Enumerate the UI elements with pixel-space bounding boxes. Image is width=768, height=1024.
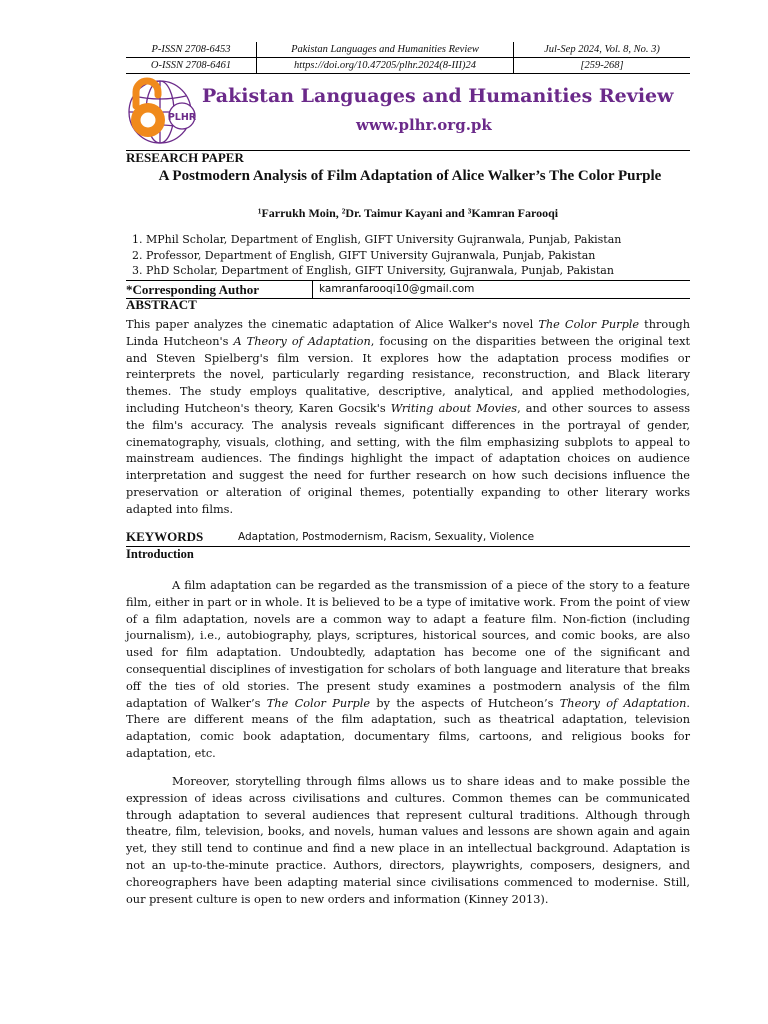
journal-header-table <box>126 42 690 73</box>
article-type: RESEARCH PAPER <box>126 150 244 165</box>
italic-title-run: The Color Purple <box>538 318 640 331</box>
text-run: , focusing on the disparities between the original text and Steven Spielberg's film version. It explores how the adaptation process modifies or reinterprets the novel, particularly regarding resistance, reconstruction, and Black literary themes. The study employs qualitative, descriptive, analytical, and applied methodologies, including Hutcheon's theory, Karen Gocsik's <box>126 334 690 415</box>
text-run: A film adaptation can be regarded as the transmission of a piece of the story to a feature film, either in part or in whole. It is believed to be a type of imitative work. From the point of view of a film adaptation, novels are a common way to adapt a feature film. Non-fiction (including journalism), i.e., autobiography, plays, scriptures, historical sources, and comic books, are also used for film adaptation. Undoubtedly, adaptation has become one of the significant and consequential disciplines of investigation for scholars of both language and literature that breaks off the ties of old stories. The present study examines a postmodern analysis of the film adaptation of Walker’s <box>126 579 690 710</box>
affiliations <box>132 232 621 279</box>
journal-title: Pakistan Languages and Humanities Review <box>202 85 674 107</box>
open-access-lock-icon <box>126 76 170 142</box>
article-title: A Postmodern Analysis of Film Adaptation of Alice Walker’s The Color Purple <box>158 168 662 184</box>
header-row-1 <box>126 42 690 57</box>
logo-text: PLHR <box>167 112 197 123</box>
affiliation-item: 1. MPhil Scholar, Department of English, GIFT University Gujranwala, Punjab, Pakistan <box>132 233 622 246</box>
journal-banner <box>126 76 690 148</box>
page-range: [259-268] <box>580 60 624 71</box>
journal-url-link[interactable]: www.plhr.org.pk <box>356 116 492 134</box>
affiliation-item: 2. Professor, Department of English, GIFT University Gujranwala, Punjab, Pakistan <box>132 248 596 262</box>
italic-title-run: The Color Purple <box>266 696 371 710</box>
text-run: through Linda Hutcheon's <box>126 318 690 348</box>
keywords-label: KEYWORDS <box>126 529 204 544</box>
print-issn: P-ISSN 2708-6453 <box>126 42 257 57</box>
header-row-2 <box>126 57 690 73</box>
doi-link[interactable]: https://doi.org/10.47205/plhr.2024(8-III)24 <box>257 58 514 73</box>
text-run: This paper analyzes the cinematic adaptation of Alice Walker's novel <box>126 318 539 331</box>
text-run: , and other sources to assess the film's accuracy. The analysis reveals significant differences in the portrayal of gender, cinematography, visuals, clothing, and setting, with the film emphasizing subplots to appeal to mainstream audiences. The findings highlight the impact of adaptation choices on audience interpretation and suggest the need for further research on how such decisions influence the preservation or alteration of original themes, potentially expanding to other literary works adapted into films. <box>126 401 690 516</box>
issue-info: Jul-Sep 2024, Vol. 8, No. 3) <box>544 44 660 55</box>
introduction-paragraph-1 <box>126 578 690 763</box>
text-run: by the aspects of Hutcheon’s <box>370 696 560 710</box>
affiliation-item: 3. PhD Scholar, Department of English, GIFT University, Gujranwala, Punjab, Pakistan <box>132 264 614 277</box>
abstract-text <box>126 317 690 519</box>
author-list: ¹Farrukh Moin, ²Dr. Taimur Kayani and ³Kamran Farooqi <box>257 206 559 220</box>
corresponding-author-label: *Corresponding Author <box>126 281 313 298</box>
italic-title-run: A Theory of Adaptation <box>233 334 371 348</box>
online-issn: O-ISSN 2708-6461 <box>126 58 257 73</box>
text-run: Moreover, storytelling through films allows us to share ideas and to make possible the expression of ideas across civilisations and cultures. Common themes can be communicated through adaptation to several audiences that represent cultural traditions. Although through theatre, film, television, books, and novels, human values and lessons are shown again and again yet, they still tend to continue and find a new place in an intellectual background. Adaptation is not an up-to-the-minute practice. Authors, directors, playwrights, composers, designers, and choreographers have been adapting material since civilisations commenced to modernise. Still, our present culture is open to new orders and information (Kinney 2013). <box>126 775 690 906</box>
keywords-row <box>126 528 690 547</box>
abstract-heading: ABSTRACT <box>126 297 197 312</box>
introduction-paragraph-2 <box>126 774 690 908</box>
introduction-heading: Introduction <box>126 547 194 561</box>
corresponding-author-row <box>126 280 690 299</box>
keywords-list: Adaptation, Postmodernism, Racism, Sexuality, Violence <box>238 531 535 543</box>
italic-title-run: Theory of Adaptation <box>559 696 687 710</box>
header-journal-name: Pakistan Languages and Humanities Review <box>257 42 514 57</box>
italic-title-run: Writing about Movies <box>390 401 518 415</box>
corresponding-email[interactable]: kamranfarooqi10@gmail.com <box>319 283 475 295</box>
text-run: . There are different means of the film adaptation, such as theatrical adaptation, television adaptation, comic book adaptation, documentary films, cartoons, and religious books for adaptation, etc. <box>126 696 690 760</box>
header-divider <box>126 73 690 74</box>
